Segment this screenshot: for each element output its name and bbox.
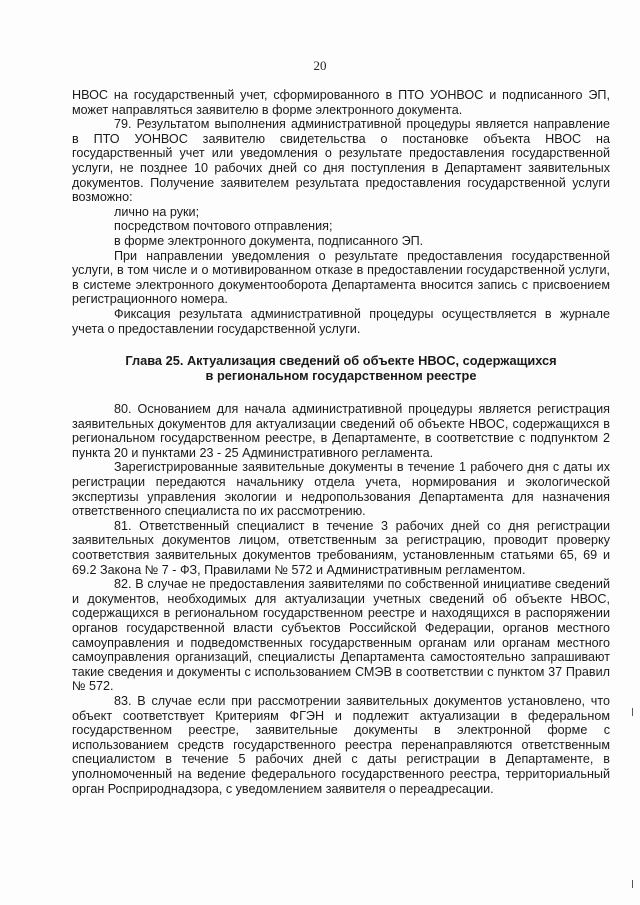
paragraph-83: 83. В случае если при рассмотрении заявительных документов установлено, что объект соответствует Критериям ФГЭН и подлежит актуализации в федеральном государственном реестре, заявительные документы в электронной форме с использованием средств государственного реестра перенаправляются ответственным специалистом в течение 5 рабочих дней с даты регистрации в Департаменте, в уполномоченный на ведение федерального государственного реестра, территориальный орган Росприроднадзора, с уведомлением заявителя о переадресации. <box>72 693 610 796</box>
paragraph-registered-docs: Зарегистрированные заявительные документы в течение 1 рабочего дня с даты их регистрации передаются начальнику отдела учета, нормирования и экологической экспертизы управления экологии и недропользования Департамента для назначения ответственного специалиста по их рассмотрению. <box>72 460 610 519</box>
chapter-heading <box>72 353 610 383</box>
chapter-title-line: в региональном государственном реестре <box>205 368 477 384</box>
paragraph-notification: При направлении уведомления о результате предоставления государственной услуги, в том числе и о мотивированном отказе в предоставлении государственной услуги, в системе электронного документооборота Департамента вносится запись с присвоением регистрационного номера. <box>72 248 610 307</box>
paragraph-80: 80. Основанием для начала административной процедуры является регистрация заявительных документов для актуализации сведений об объекте НВОС, содержащихся в региональном государственном реестре, в Департаменте, в соответствие с подпунктом 2 пункта 20 и пунктами 23 - 25 Административного регламента. <box>72 402 610 460</box>
delivery-option: посредством почтового отправления; <box>114 219 333 234</box>
paragraph-81: 81. Ответственный специалист в течение 3 рабочих дней со дня регистрации заявительных документов лицом, ответственным за регистрацию, проводит проверку соответствия заявительных документов требованиям, установленным статьями 65, 69 и 69.2 Закона № 7 - ФЗ, Правилами № 572 и Административным регламентом. <box>72 518 610 577</box>
scan-mark <box>632 880 633 888</box>
paragraph-fixation: Фиксация результата административной процедуры осуществляется в журнале учета о предоставлении государственной услуги. <box>72 306 610 336</box>
page-number: 20 <box>313 58 327 73</box>
paragraph-82: 82. В случае не предоставления заявителями по собственной инициативе сведений и документов, необходимых для актуализации учетных сведений об объекте НВОС, содержащихся в региональном государственном реестре и находящихся в распоряжении органов государственной власти субъектов Российской Федерации, органов местного самоуправления и подведомственных государственным органам или органам местного самоуправления организаций, специалисты Департамента самостоятельно запрашивают такие сведения и документы с использованием СМЭВ в соответствии с пунктом 37 Правил № 572. <box>72 577 610 694</box>
document-body <box>72 88 610 796</box>
delivery-option: лично на руки; <box>114 204 200 219</box>
chapter-title-line: Глава 25. Актуализация сведений об объекте НВОС, содержащихся <box>125 353 557 369</box>
paragraph-continuation: НВОС на государственный учет, сформированного в ПТО УОНВОС и подписанного ЭП, может направляться заявителю в форме электронного документа. <box>72 88 610 117</box>
scan-mark <box>632 708 633 716</box>
paragraph-79: 79. Результатом выполнения административной процедуры является направление в ПТО УОНВОС заявителю свидетельства о постановке объекта НВОС на государственный учет или уведомления о результате предоставления государственной услуги, не позднее 10 рабочих дней со дня поступления в Департамент заявительных документов. Получение заявителем результата предоставления государственной услуги возможно: <box>72 117 610 205</box>
delivery-option: в форме электронного документа, подписанного ЭП. <box>114 233 424 248</box>
